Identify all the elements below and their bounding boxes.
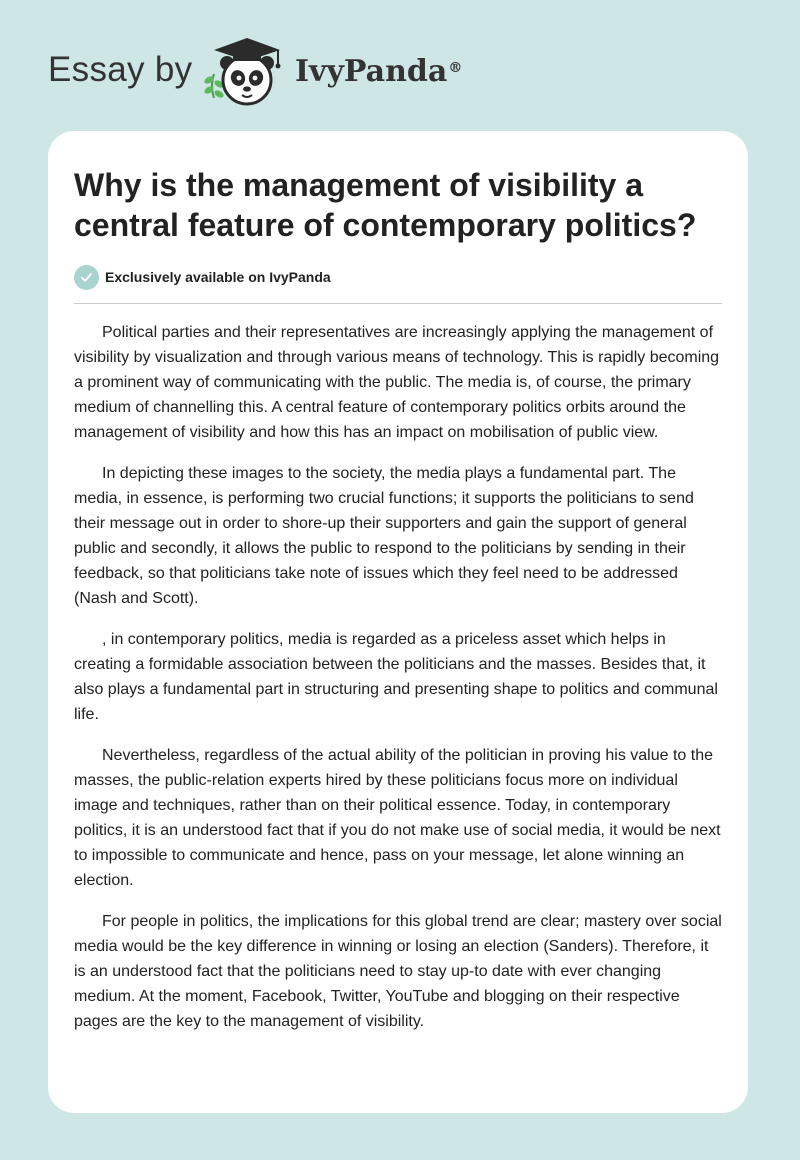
checkmark-icon: [74, 265, 99, 290]
panda-logo-icon[interactable]: [200, 36, 290, 108]
paragraph: Nevertheless, regardless of the actual ability of the politician in proving his value to the masses, the public-relation experts hired by these politicians focus more on individual image and techniques, rather than on their political essence. Today, in contemporary politics, it is an understood fact that if you do not make use of social media, it would be next to impossible to communicate and hence, pass on your message, let alone winning an election.: [74, 747, 721, 889]
essay-title: Why is the management of visibility a central feature of contemporary politics?: [74, 167, 697, 243]
essay-body: [74, 320, 724, 1050]
site-header: [0, 0, 800, 130]
paragraph: Political parties and their representatives are increasingly applying the management of visibility by visualization and through various means of technology. This is rapidly becoming a prominent way of communicating with the public. The media is, of course, the primary medium of channelling this. A central feature of contemporary politics orbits around the management of visibility and how this has an impact on mobilisation of public view.: [74, 324, 720, 441]
paragraph: , in contemporary politics, media is regarded as a priceless asset which helps in creating a formidable association between the politicians and the masses. Besides that, it also plays a fundamental part in structuring and presenting shape to politics and communal life.: [74, 631, 718, 723]
essay-card: [48, 131, 748, 1113]
registered-mark: ®: [448, 60, 463, 76]
brand-name[interactable]: [295, 54, 462, 90]
title-divider: [74, 303, 722, 304]
paragraph: For people in politics, the implications for this global trend are clear; mastery over social media would be the key difference in winning or losing an election (Sanders). Therefore, it is an understood fact that the politicians need to stay up-to date with ever changing medium. At the moment, Facebook, Twitter, YouTube and blogging on their respective pages are the key to the management of visibility.: [74, 913, 722, 1030]
exclusive-badge-label: Exclusively available on IvyPanda: [105, 269, 331, 285]
exclusive-badge: [74, 264, 331, 290]
paragraph: In depicting these images to the society, the media plays a fundamental part. The media, in essence, is performing two crucial functions; it supports the politicians to send their message out in order to shore-up their supporters and gain the support of general public and secondly, it allows the public to respond to the politicians by sending in their feedback, so that politicians take note of issues which they feel need to be addressed (Nash and Scott).: [74, 465, 694, 607]
essay-by-label: Essay by: [48, 50, 193, 89]
brand-name-text: IvyPanda: [295, 54, 448, 89]
